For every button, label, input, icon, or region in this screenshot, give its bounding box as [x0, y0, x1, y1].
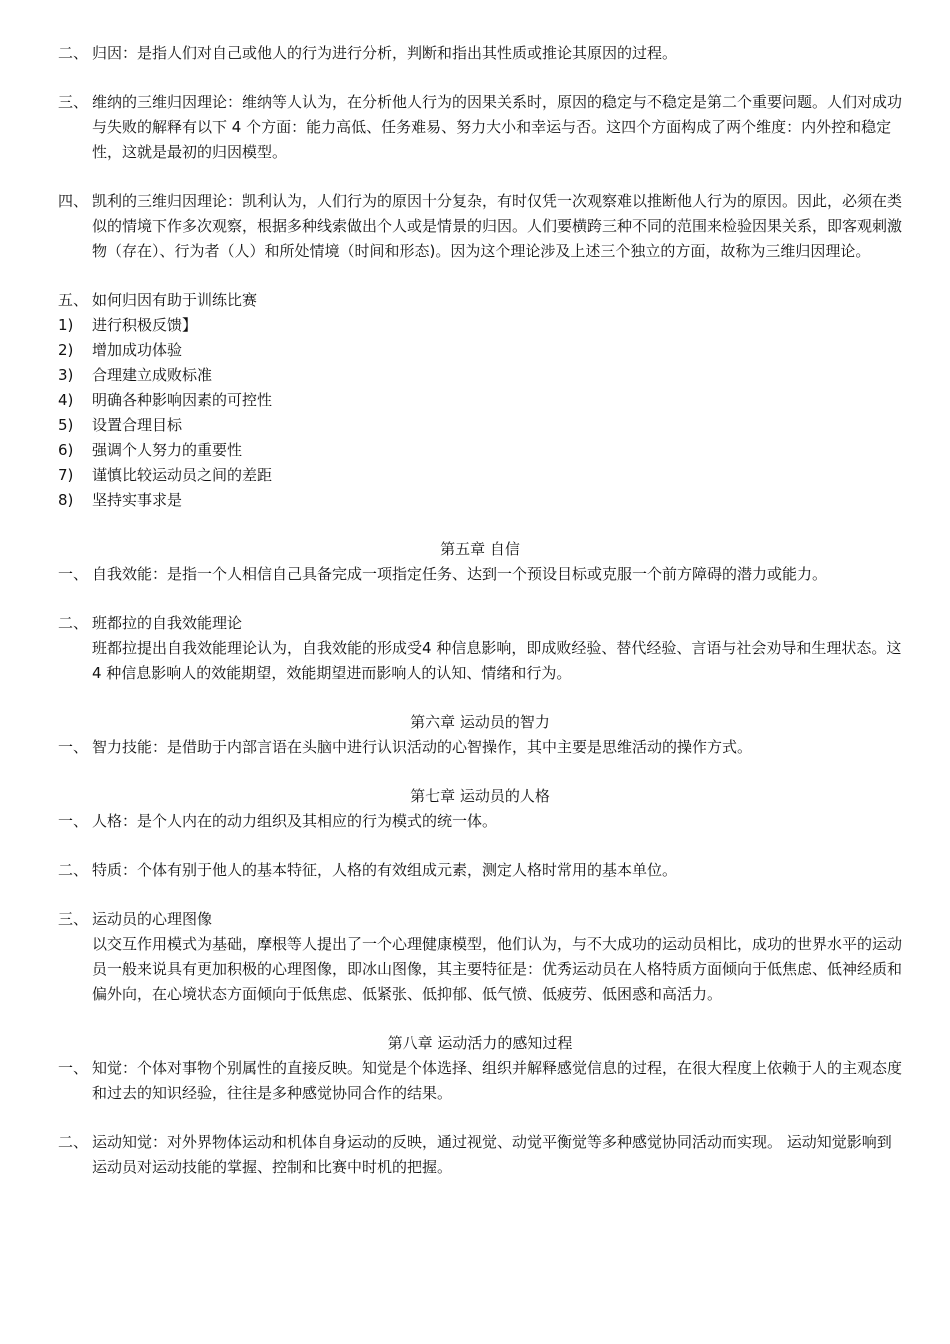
paragraph-text: 智力技能：是借助于内部言语在头脑中进行认识活动的心智操作，其中主要是思维活动的操作方式。	[92, 738, 753, 756]
paragraph-text: 自我效能：是指一个人相信自己具备完成一项指定任务、达到一个预设目标或克服一个前方障碍的潜力或能力。	[92, 565, 828, 583]
list-item	[58, 488, 902, 513]
section-number: 二、	[58, 614, 89, 632]
heading-text: 运动员的心理图像	[92, 910, 213, 928]
chapter-title-5: 第五章 自信	[440, 540, 520, 558]
list-text: 明确各种影响因素的可控性	[92, 391, 273, 409]
paragraph-intellectual-skill	[58, 735, 902, 760]
paragraph-text: 特质：个体有别于他人的基本特征，人格的有效组成元素，测定人格时常用的基本单位。	[92, 861, 678, 879]
paragraph-trait	[58, 858, 902, 883]
paragraph-text: 凯利的三维归因理论：凯利认为，人们行为的原因十分复杂，有时仅凭一次观察难以推断他人行为的原因。因此，必须在类似的情境下作多次观察，根据多种线索做出个人或是情景的归因。人们要横跨三种不同的范围来检验因果关系，即客观刺激物（存在）、行为者（人）和所处情境（时间和形态)。因为这个理论涉及上述三个独立的方面，故称为三维归因理论。	[92, 192, 903, 260]
list-number: 8)	[58, 491, 74, 509]
section-number: 二、	[58, 861, 89, 879]
section-number: 一、	[58, 565, 89, 583]
section-number: 三、	[58, 93, 89, 111]
list-text: 合理建立成败标准	[92, 366, 213, 384]
list-text: 设置合理目标	[92, 416, 183, 434]
list-number: 5)	[58, 416, 74, 434]
list-item	[58, 413, 902, 438]
heading-attribution-training	[58, 288, 902, 313]
list-item	[58, 338, 902, 363]
list-text: 坚持实事求是	[92, 491, 183, 509]
numbered-list	[58, 313, 902, 513]
list-number: 2)	[58, 341, 74, 359]
paragraph-motion-perception	[58, 1130, 902, 1180]
list-text: 强调个人努力的重要性	[92, 441, 243, 459]
section-number: 四、	[58, 192, 89, 210]
paragraph-attribution-definition	[58, 41, 902, 66]
paragraph-text: 归因：是指人们对自己或他人的行为进行分析，判断和指出其性质或推论其原因的过程。	[92, 44, 678, 62]
document-page	[58, 41, 902, 1180]
paragraph-self-efficacy	[58, 562, 902, 587]
section-number: 一、	[58, 738, 89, 756]
section-number: 二、	[58, 1133, 89, 1151]
heading-text: 如何归因有助于训练比赛	[92, 291, 258, 309]
section-number: 二、	[58, 44, 89, 62]
list-item	[58, 463, 902, 488]
paragraph-kelley-theory	[58, 189, 902, 264]
paragraph-text: 维纳的三维归因理论：维纳等人认为，在分析他人行为的因果关系时，原因的稳定与不稳定是第二个重要问题。人们对成功与失败的解释有以下 4 个方面：能力高低、任务难易、努力大小和幸运与否。这四个方面构成了两个维度：内外控和稳定性，这就是最初的归因模型。	[92, 93, 903, 161]
list-item	[58, 388, 902, 413]
paragraph-mental-image-body: 以交互作用模式为基础，摩根等人提出了一个心理健康模型，他们认为，与不大成功的运动员相比，成功的世界水平的运动员一般来说具有更加积极的心理图像，即冰山图像，其主要特征是：优秀运动员在人格特质方面倾向于低焦虑、低神经质和偏外向，在心境状态方面倾向于低焦虑、低紧张、低抑郁、低气愤、低疲劳、低困惑和高活力。	[92, 935, 903, 1003]
section-number: 三、	[58, 910, 89, 928]
list-item	[58, 363, 902, 388]
list-text: 谨慎比较运动员之间的差距	[92, 466, 273, 484]
list-number: 6)	[58, 441, 74, 459]
section-number: 一、	[58, 1059, 89, 1077]
section-number: 五、	[58, 291, 89, 309]
paragraph-perception	[58, 1056, 902, 1106]
chapter-title-8: 第八章 运动活力的感知过程	[387, 1034, 573, 1052]
list-number: 1)	[58, 316, 74, 334]
chapter-title-7: 第七章 运动员的人格	[410, 787, 550, 805]
list-item	[58, 313, 902, 338]
paragraph-text: 运动知觉：对外界物体运动和机体自身运动的反映，通过视觉、动觉平衡觉等多种感觉协同活动而实现。 运动知觉影响到运动员对运动技能的掌握、控制和比赛中时机的把握。	[92, 1133, 892, 1176]
list-number: 3)	[58, 366, 74, 384]
heading-mental-image	[58, 907, 902, 932]
paragraph-weiner-theory	[58, 90, 902, 165]
list-number: 7)	[58, 466, 74, 484]
list-text: 增加成功体验	[92, 341, 183, 359]
paragraph-text: 知觉：个体对事物个别属性的直接反映。知觉是个体选择、组织并解释感觉信息的过程，在很大程度上依赖于人的主观态度和过去的知识经验，往往是多种感觉协同合作的结果。	[92, 1059, 903, 1102]
paragraph-text: 人格：是个人内在的动力组织及其相应的行为模式的统一体。	[92, 812, 498, 830]
paragraph-personality	[58, 809, 902, 834]
section-number: 一、	[58, 812, 89, 830]
paragraph-bandura-body: 班都拉提出自我效能理论认为，自我效能的形成受4 种信息影响，即成败经验、替代经验、言语与社会劝导和生理状态。这 4 种信息影响人的效能期望，效能期望进而影响人的认知、情绪和行为。	[92, 639, 902, 682]
list-item	[58, 438, 902, 463]
heading-text: 班都拉的自我效能理论	[92, 614, 243, 632]
list-text: 进行积极反馈】	[92, 316, 198, 334]
heading-bandura-theory	[58, 611, 902, 636]
chapter-title-6: 第六章 运动员的智力	[410, 713, 550, 731]
list-number: 4)	[58, 391, 74, 409]
